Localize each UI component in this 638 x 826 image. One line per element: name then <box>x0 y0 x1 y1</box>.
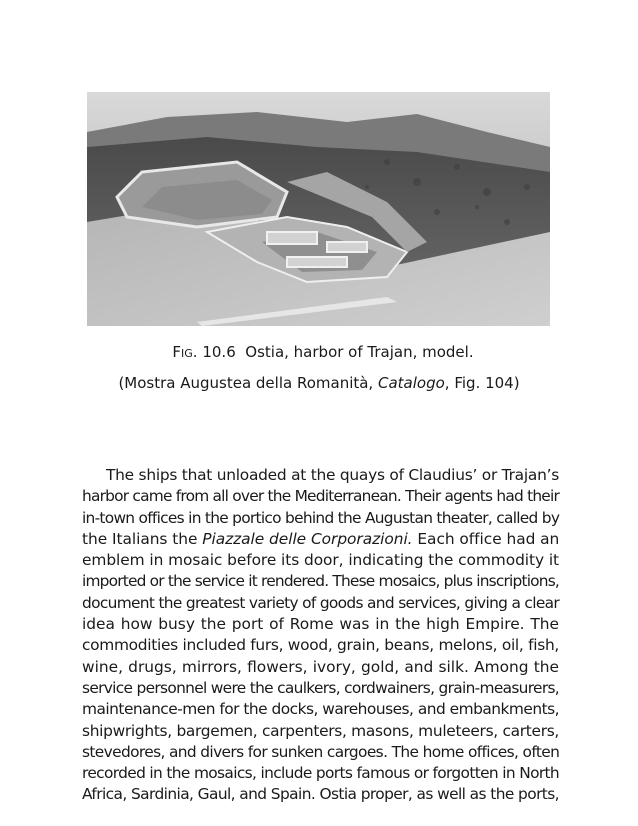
body-paragraph <box>82 465 559 806</box>
figure-caption-source <box>0 374 638 392</box>
body-line-4 <box>82 529 559 550</box>
body-line-4-a: the Italians the <box>82 529 203 548</box>
body-line-13: shipwrights, bargemen, carpenters, masons, muleteers, carters, <box>82 721 560 740</box>
body-line-3: in-town offices in the portico behind the Augustan theater, called by <box>82 508 560 527</box>
harbor-model-illustration <box>87 92 550 326</box>
body-line-4-italic: Piazzale delle Corporazioni. <box>202 529 413 548</box>
body-line-2: harbor came from all over the Mediterranean. Their agents had their <box>82 487 560 506</box>
figure-label-big: F <box>172 343 182 361</box>
body-line-16: Africa, Sardinia, Gaul, and Spain. Ostia proper, as well as the ports, <box>82 785 559 804</box>
body-line-4-b: Each office had an <box>412 529 560 548</box>
body-line-8: idea how busy the port of Rome was in the high Empire. The <box>82 615 559 634</box>
figure-label-small: IG <box>181 347 193 360</box>
body-line-12: maintenance-men for the docks, warehouses, and embankments, <box>82 700 559 719</box>
harbor-model-photo <box>87 92 550 326</box>
body-line-14: stevedores, and divers for sunken cargoes. The home offices, often <box>82 742 560 761</box>
figure-caption-title <box>0 343 638 363</box>
body-line-9: commodities included furs, wood, grain, beans, melons, oil, fish, <box>82 636 559 655</box>
source-close: , Fig. 104) <box>444 374 520 392</box>
body-line-10: wine, drugs, mirrors, flowers, ivory, gold, and silk. Among the <box>82 657 559 676</box>
source-italic: Catalogo <box>377 374 445 392</box>
figure-number: . 10.6 <box>192 343 236 361</box>
figure-label <box>172 343 235 361</box>
source-open: (Mostra Augustea della Romanità, <box>118 374 378 392</box>
body-line-7: document the greatest variety of goods and services, giving a clear <box>82 593 560 612</box>
body-line-1: The ships that unloaded at the quays of Claudius’ or Trajan’s <box>106 466 559 484</box>
body-line-5: emblem in mosaic before its door, indicating the commodity it <box>82 551 559 570</box>
body-line-15: recorded in the mosaics, include ports famous or forgotten in North <box>82 764 559 783</box>
body-line-6: imported or the service it rendered. These mosaics, plus inscriptions, <box>82 572 559 591</box>
figure-title: Ostia, harbor of Trajan, model. <box>245 343 474 361</box>
body-line-11: service personnel were the caulkers, cordwainers, grain-measurers, <box>82 678 559 697</box>
